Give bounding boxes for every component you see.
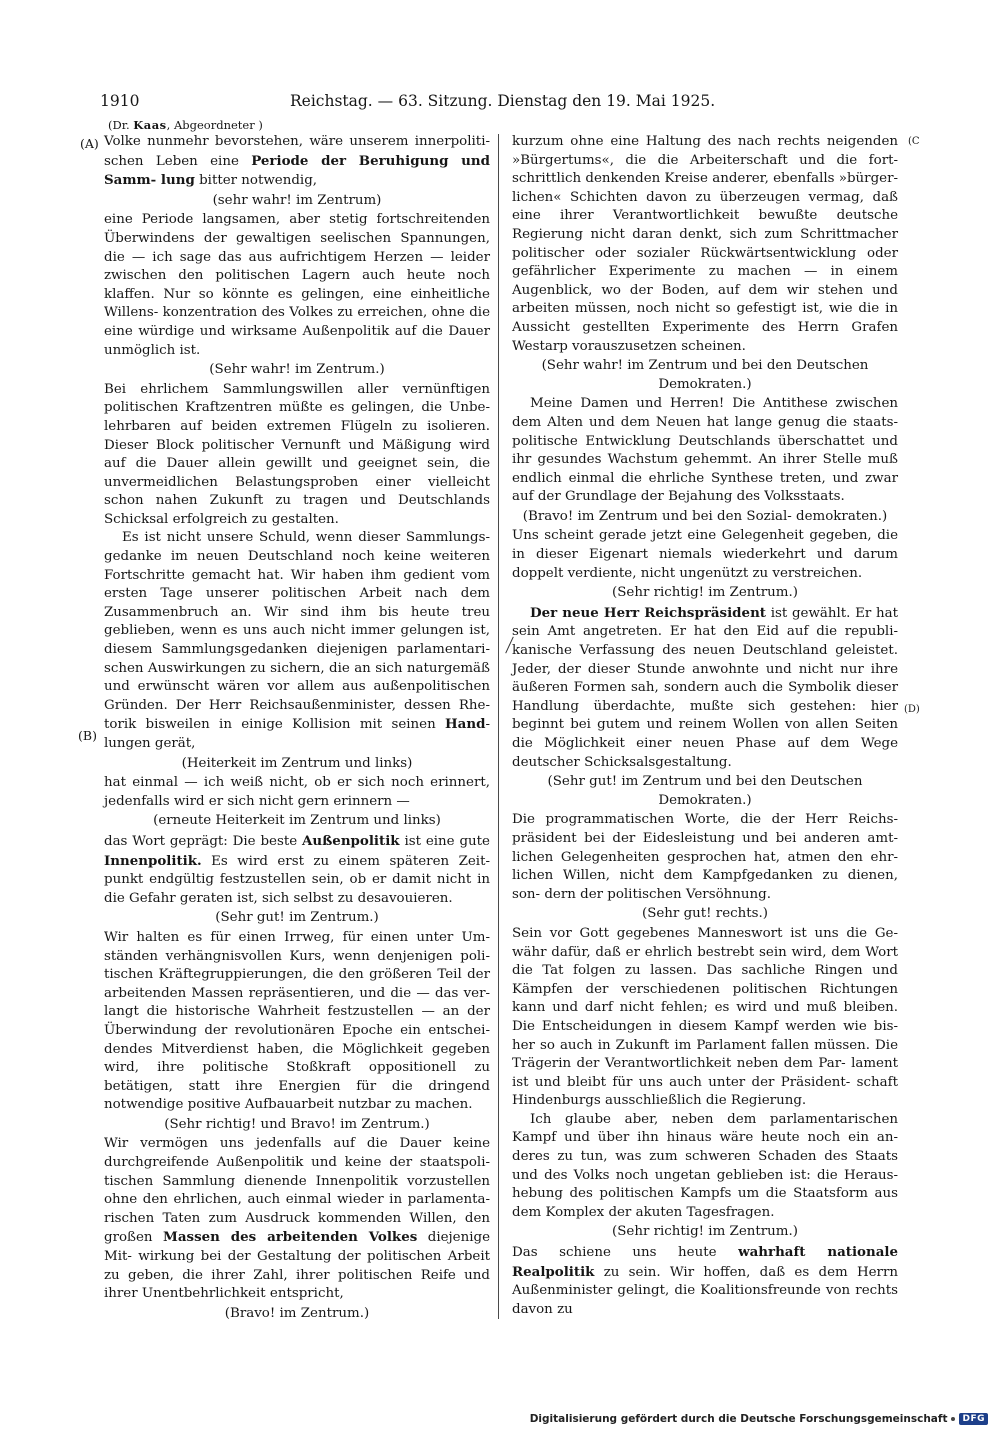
- paragraph: Die programmatischen Worte, die der Herr Reichs- präsident bei der Eidesleistung und bei anderen amt- lichen Gelegenheiten gesprochen hat, atmen den ehr- lichen Willen, nicht dem Kampfgedanken zu dienen, son- dern der politischen Versöhnung.: [512, 812, 898, 902]
- margin-marker-a: (A): [80, 136, 99, 151]
- paragraph: kurzum ohne eine Haltung des nach rechts neigenden »Bürgertums«, die die Arbeiterschaft und die fort- schrittlich denkenden Kreise anderer, ebenfalls »bürger- lichen« Schichten davon zu überzeugen vermag, daß eine ihrer Verantwortlichkeit bewußte deutsche Regierung nicht daran denkt, sich zum Schrittmacher politischer oder sozialer Rückwärtsentwicklung oder gefährlicher Experimente zu machen — in einem Augenblick, wo der Boden, auf dem wir stehen und arbeiten müssen, noch nicht so gefestigt ist, wie die in Aussicht gestellten Experimente des Herrn Grafen Westarp vorauszusetzen scheinen.: [512, 134, 898, 354]
- margin-marker-d: (D): [904, 704, 920, 715]
- margin-marker-b: (B): [78, 728, 97, 743]
- page-header: [100, 92, 910, 116]
- interjection: (Sehr wahr! im Zentrum.): [209, 362, 385, 378]
- column-divider: [498, 134, 499, 1319]
- footer-credit: [530, 1413, 988, 1425]
- speaker-name: Kaas: [133, 118, 167, 132]
- interjection: (sehr wahr! im Zentrum): [212, 192, 382, 208]
- paragraph: Es ist nicht unsere Schuld, wenn dieser Sammlungs- gedanke im neuen Deutschland noch keine weiteren Fortschritte gemacht hat. Wir haben ihm gedient vom ersten Tage unserer politischen Arbeit nach dem Zusammenbruch an. Wir sind ihm bis heute treu geblieben, wenn es uns auch nicht immer gelungen ist, diesem Sammlungsgedanken diejenigen parlamentari- schen Auswirkungen zu sichern, die an sich naturgemäß und erwünscht wären vor allem aus außenpolitischen Gründen. Der Herr Reichsaußenminister, dessen Rhe- torik bisweilen in einige Kollision mit seinen Hand- lungen gerät,: [104, 530, 490, 751]
- dfg-logo: DFG: [959, 1413, 988, 1425]
- right-column: [512, 133, 898, 1319]
- interjection: (Sehr richtig! im Zentrum.): [612, 1224, 798, 1240]
- paragraph: Das schiene uns heute wahrhaft nationale Realpolitik zu sein. Wir hoffen, daß es dem Herrn Außenminister gelingt, die Koalitionsfreunde von rechts davon zu: [512, 1244, 899, 1317]
- interjection: (Sehr richtig! im Zentrum.): [612, 585, 798, 601]
- speaker-line: (Dr. Kaas, Abgeordneter ): [108, 118, 263, 132]
- paragraph: Volke nunmehr bevorstehen, wäre unserem innerpoliti- schen Leben eine Periode der Beruhigung und Samm- lung bitter notwendig,: [104, 134, 490, 189]
- paragraph: Meine Damen und Herren! Die Antithese zwischen dem Alten und dem Neuen hat lange genug die staats- politische Entwicklung Deutschlands überschattet und ihr gesundes Wachstum gehemmt. An ihrer Stelle muß endlich einmal die ehrliche Synthese treten, und zwar auf der Grundlage der Bejahung des Volksstaats.: [512, 396, 898, 505]
- footer-text: Digitalisierung gefördert durch die Deutsche Forschungsgemeinschaft: [529, 1413, 948, 1425]
- interjection: (Sehr wahr! im Zentrum und bei den Deutschen Demokraten.): [541, 358, 869, 392]
- interjection: (Sehr gut! im Zentrum und bei den Deutschen Demokraten.): [547, 774, 863, 808]
- paragraph: Der neue Herr Reichspräsident ist gewählt. Er hat sein Amt angetreten. Er hat den Eid auf die republi- kanische Verfassung des neuen Deutschland geleistet. Jeder, der dieser Stunde anwohnte und nicht nur ihre äußeren Formen sah, sondern auch die Symbolik dieser Handlung überdachte, mußte sich gestehen: hier beginnt bei gutem und reinem Wollen von allen Seiten die Möglichkeit einer neuen Phase auf dem Wege deutscher Schicksalsgestaltung.: [512, 604, 898, 770]
- interjection: (erneute Heiterkeit im Zentrum und links): [153, 813, 441, 829]
- interjection: (Bravo! im Zentrum und bei den Sozial- demokraten.): [522, 508, 888, 524]
- margin-marker-c: (C: [908, 136, 920, 147]
- interjection: (Sehr gut! rechts.): [641, 906, 768, 922]
- interjection: (Sehr richtig! und Bravo! im Zentrum.): [164, 1116, 430, 1132]
- bullet-icon: [951, 1417, 955, 1421]
- paragraph: Wir halten es für einen Irrweg, für einen unter Um- ständen verhängnisvollen Kurs, wenn denjenigen poli- tischen Kräftegruppierungen, die den größeren Teil der arbeitenden Massen repräsentieren, und die — das ver- langt die historische Wahrheit festzustellen — an der Überwindung der revolutionären Epoche ein entschei- dendes Mitverdienst haben, die Möglichkeit gegeben wird, ihre politische Stoßkraft oppositionell zu betätigen, statt ihre Energien für die dringend notwendige positive Aufbauarbeit nutzbar zu machen.: [104, 929, 490, 1113]
- paragraph: eine Periode langsamen, aber stetig fortschreitenden Überwindens der gewaltigen seelischen Spannungen, die — ich sage das aus aufrichtigem Herzen — leider zwischen den politischen Lagern auch heute noch klaffen. Nur so könnte es gelingen, eine einheitliche Willens- konzentration des Volkes zu erreichen, ohne die eine würdige und wirksame Außenpolitik auf die Dauer unmöglich ist.: [104, 212, 490, 358]
- interjection: (Heiterkeit im Zentrum und links): [181, 755, 413, 771]
- paragraph: das Wort geprägt: Die beste Außenpolitik ist eine gute Innenpolitik. Es wird erst zu einem späteren Zeit- punkt endgültig festzustellen sein, ob er damit nicht in die Gefahr geraten ist, sich selbst zu desavouieren.: [104, 832, 490, 906]
- paragraph: Bei ehrlichem Sammlungswillen aller vernünftigen politischen Kraftzentren müßte es gelingen, die Unbe- lehrbaren auf beiden extremen Flügeln zu isolieren. Dieser Block politischer Vernunft und Mäßigung wird auf die Dauer allein gewillt und geeignet sein, die unvermeidlichen Belastungsproben einer vielleicht schon nahen Zukunft zu tragen und Deutschlands Schicksal erfolgreich zu gestalten.: [104, 381, 490, 527]
- running-title: Reichstag. — 63. Sitzung. Dienstag den 19. Mai 1925.: [290, 92, 716, 110]
- paragraph: Ich glaube aber, neben dem parlamentarischen Kampf und über ihn hinaus wäre heute noch ein an- deres zu tun, was zum schweren Schaden des Staats und des Volks noch ungetan geblieben ist: die Heraus- hebung des politischen Kampfs um die Staatsform aus dem Komplex der akuten Tagesfragen.: [512, 1111, 898, 1220]
- interjection: (Bravo! im Zentrum.): [224, 1305, 370, 1321]
- paragraph: Wir vermögen uns jedenfalls auf die Dauer keine durchgreifende Außenpolitik und keine der staatspoli- tischen Sammlung dienende Innenpolitik vorzustellen ohne den ehrlichen, auch einmal wieder in parlamenta- rischen Taten zum Ausdruck kommenden Willen, den großen Massen des arbeitenden Volkes diejenige Mit- wirkung bei der Gestaltung der politischen Arbeit zu geben, die ihrer Zahl, ihrer politischen Reife und ihrer Unentbehrlichkeit entspricht,: [104, 1136, 490, 1302]
- paragraph: hat einmal — ich weiß nicht, ob er sich noch erinnert, jedenfalls wird er sich nicht gern erinnern —: [104, 775, 490, 809]
- left-column: [104, 133, 490, 1324]
- paragraph: Uns scheint gerade jetzt eine Gelegenheit gegeben, die in dieser Eigenart niemals wiederkehrt und darum doppelt verdiente, nicht ungenützt zu verstreichen.: [512, 528, 898, 581]
- interjection: (Sehr gut! im Zentrum.): [215, 910, 379, 926]
- page-number: 1910: [100, 92, 140, 110]
- paragraph: Sein vor Gott gegebenes Manneswort ist uns die Ge- währ dafür, daß er ehrlich bestrebt sein wird, dem Wort die Tat folgen zu lassen. Das sachliche Ringen und Kämpfen der verschiedenen politischen Richtungen kann und darf nicht fehlen; es wird und muß bleiben. Die Entscheidungen in diesem Kampf werden wie bis- her so auch in Zukunft im Parlament fallen müssen. Die Trägerin der Verantwortlichkeit neben dem Par- lament ist und bleibt für uns auch unter der Präsident- schaft Hindenburgs ausschließlich die Regierung.: [512, 925, 898, 1109]
